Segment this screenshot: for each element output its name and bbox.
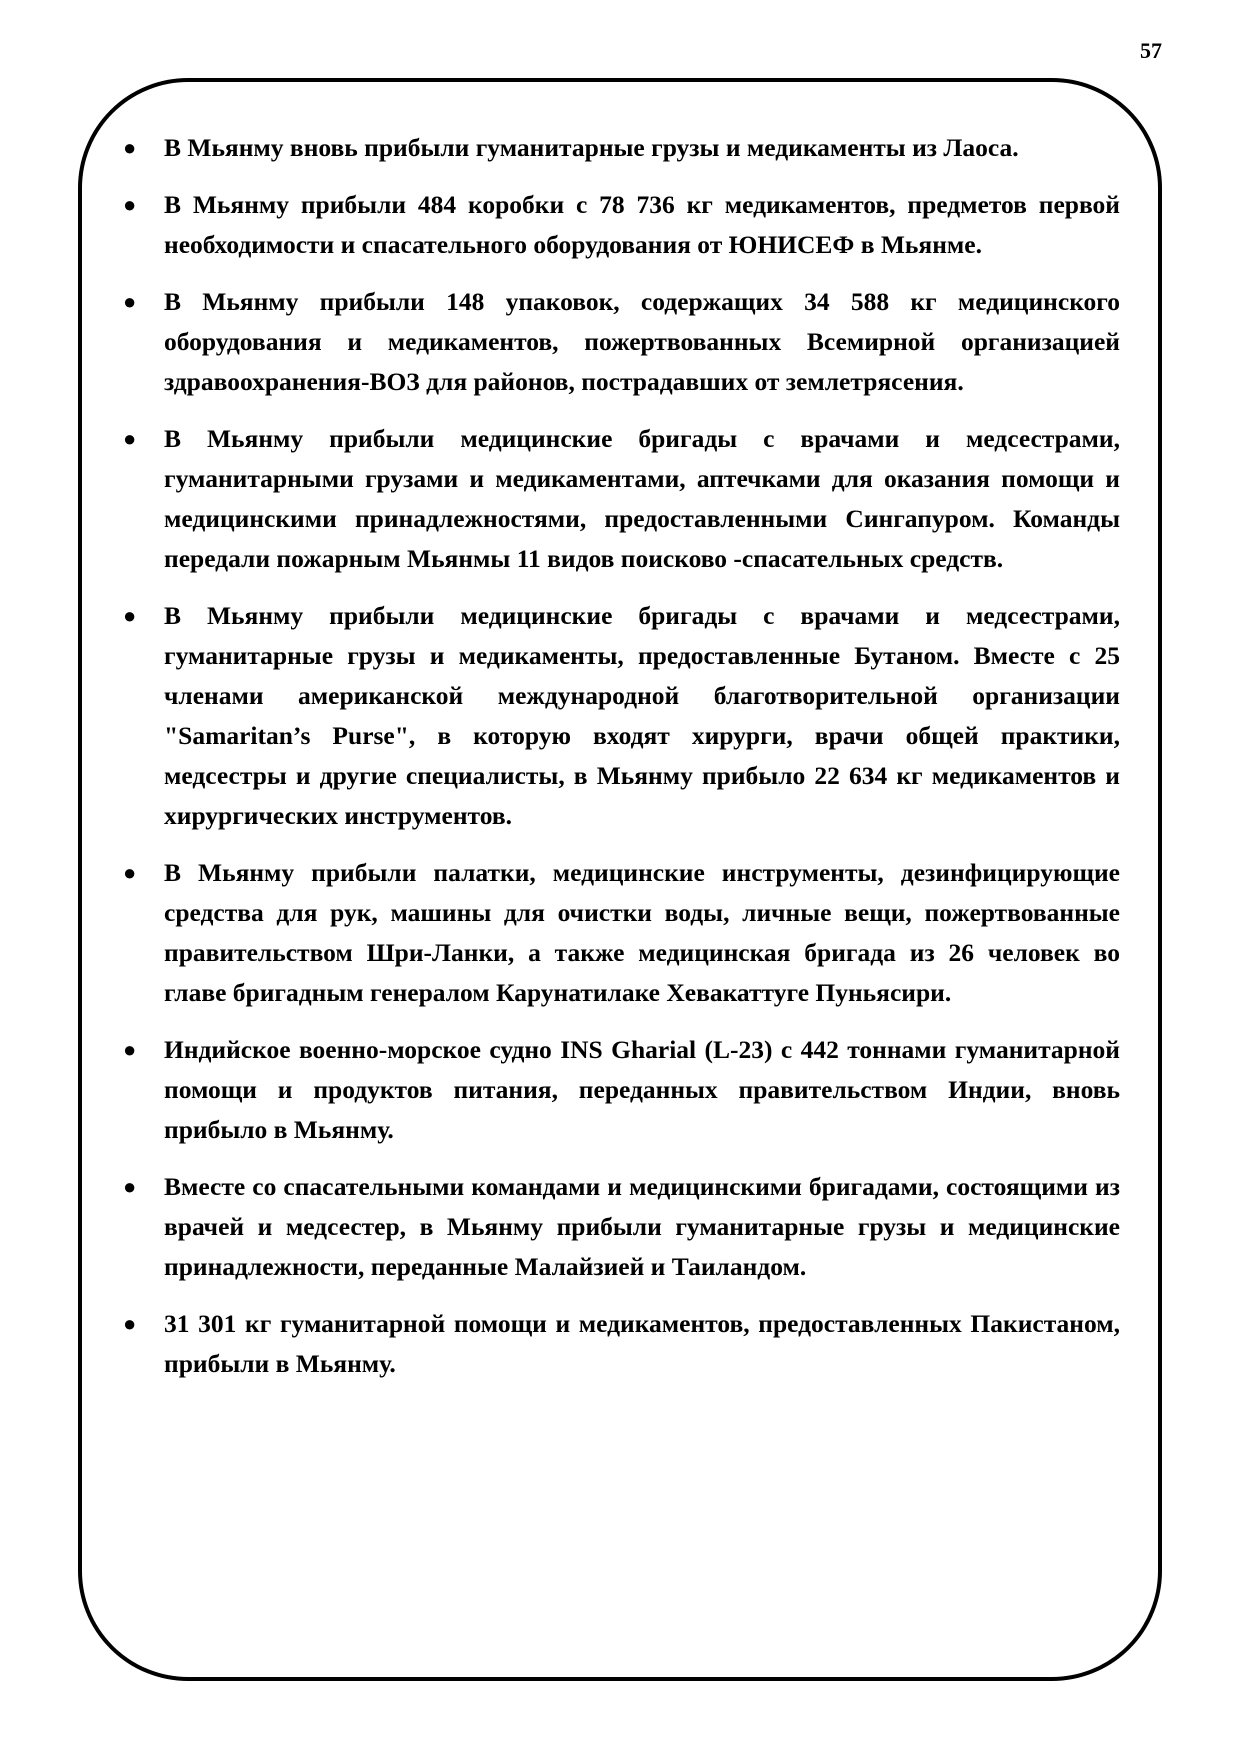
- list-item-text: 31 301 кг гуманитарной помощи и медикаментов, предоставленных Пакистаном, прибыли в Мьянму.: [164, 1309, 1120, 1378]
- list-item: [120, 1030, 1120, 1150]
- bullet-icon: ●: [123, 603, 137, 628]
- list-item: [120, 419, 1120, 579]
- list-item-text: Индийское военно-морское судно INS Gharial (L-23) с 442 тоннами гуманитарной помощи и продуктов питания, переданных правительством Индии, вновь прибыло в Мьянму.: [164, 1035, 1120, 1144]
- bullet-list: [120, 128, 1120, 1401]
- list-item-text: В Мьянму прибыли 484 коробки с 78 736 кг медикаментов, предметов первой необходимости и спасательного оборудования от ЮНИСЕФ в Мьянме.: [164, 190, 1120, 259]
- list-item: [120, 185, 1120, 265]
- list-item-text: В Мьянму прибыли 148 упаковок, содержащих 34 588 кг медицинского оборудования и медикаментов, пожертвованных Всемирной организацией здравоохранения-ВОЗ для районов, пострадавших от землетрясения.: [164, 287, 1120, 396]
- bullet-icon: ●: [123, 192, 137, 217]
- list-item-text: В Мьянму прибыли медицинские бригады с врачами и медсестрами, гуманитарные грузы и медикаменты, предоставленные Бутаном. Вместе с 25 членами американской международной благотворительной организации "Samaritan’s Purse", в которую входят хирурги, врачи общей практики, медсестры и другие специалисты, в Мьянму прибыло 22 634 кг медикаментов и хирургических инструментов.: [164, 601, 1120, 830]
- list-item: [120, 1304, 1120, 1384]
- page-number: 57: [1140, 38, 1162, 63]
- list-item: [120, 853, 1120, 1013]
- list-item: [120, 1167, 1120, 1287]
- bullet-icon: ●: [123, 1037, 137, 1062]
- bullet-icon: ●: [123, 1311, 137, 1336]
- list-item-text: В Мьянму вновь прибыли гуманитарные грузы и медикаменты из Лаоса.: [164, 133, 1019, 162]
- list-item: [120, 128, 1120, 168]
- bullet-icon: ●: [123, 135, 137, 160]
- list-item-text: В Мьянму прибыли медицинские бригады с врачами и медсестрами, гуманитарными грузами и медикаментами, аптечками для оказания помощи и медицинскими принадлежностями, предоставленными Сингапуром. Команды передали пожарным Мьянмы 11 видов поисково -спасательных средств.: [164, 424, 1120, 573]
- bullet-icon: ●: [123, 289, 137, 314]
- list-item-text: В Мьянму прибыли палатки, медицинские инструменты, дезинфицирующие средства для рук, машины для очистки воды, личные вещи, пожертвованные правительством Шри-Ланки, а также медицинская бригада из 26 человек во главе бригадным генералом Карунатилаке Хевакаттуге Пуньясири.: [164, 858, 1120, 1007]
- bullet-icon: ●: [123, 426, 137, 451]
- list-item-text: Вместе со спасательными командами и медицинскими бригадами, состоящими из врачей и медсестер, в Мьянму прибыли гуманитарные грузы и медицинские принадлежности, переданные Малайзией и Таиландом.: [164, 1172, 1120, 1281]
- bullet-icon: ●: [123, 860, 137, 885]
- list-item: [120, 282, 1120, 402]
- bullet-icon: ●: [123, 1174, 137, 1199]
- list-item: [120, 596, 1120, 836]
